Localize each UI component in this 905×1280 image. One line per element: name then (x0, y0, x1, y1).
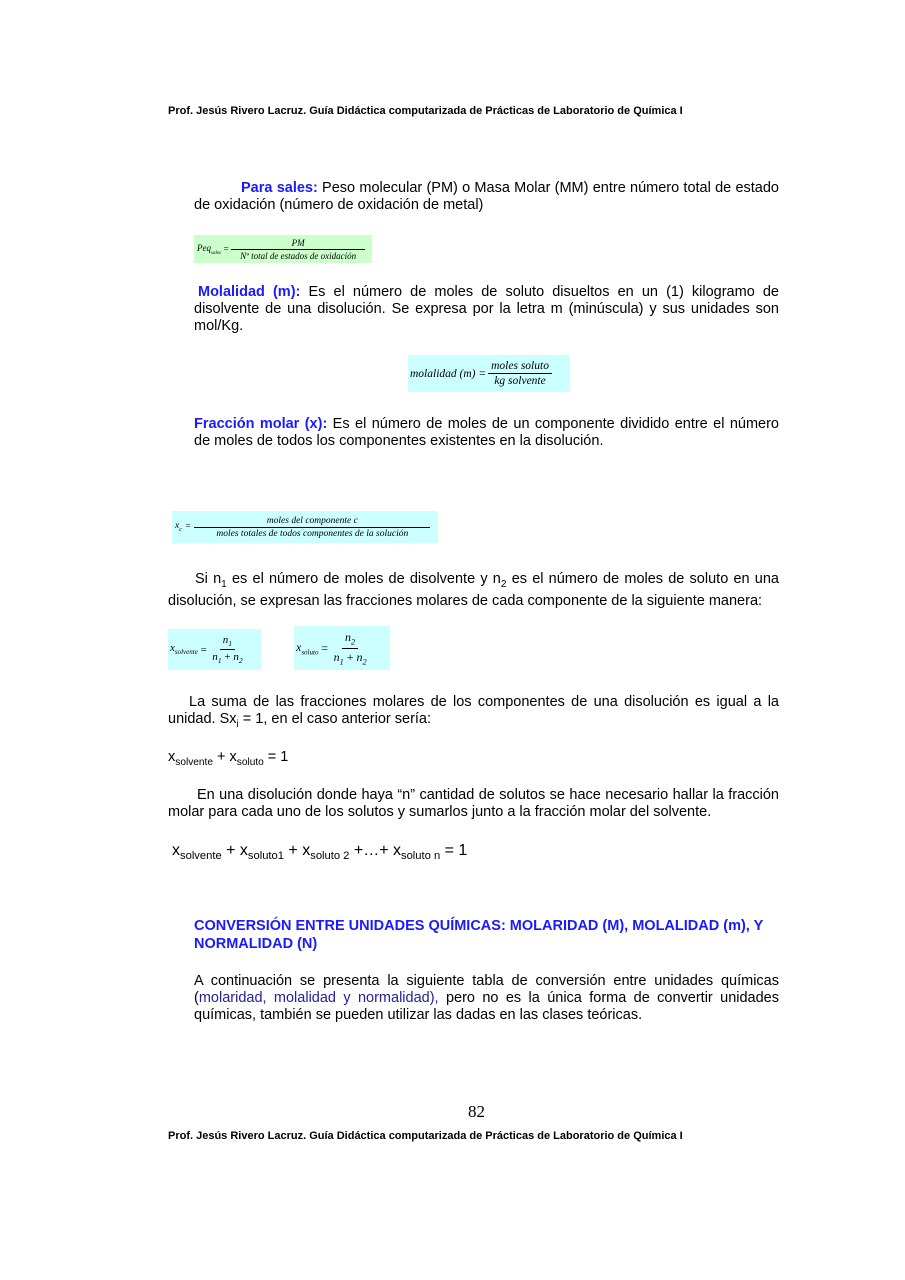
page-number: 82 (468, 1102, 485, 1121)
sales-paragraph (194, 180, 779, 214)
si-paragraph: Si $n_1$ es el número de moles de disolvente y $n_2$ es el número de moles de soluto en una disolución, se expresan las fracciones molares de cada componente de la siguiente manera: (168, 571, 779, 609)
equation-molalidad: molalidad (m) = $\frac{\text{moles soluto}}{\text{kg solvente}}$ (408, 355, 570, 392)
equation-x-solvente: $x_{solvente}$ = $\frac{n_1}{n_1 + n_2}$ (168, 629, 261, 670)
suma-paragraph: La suma de las fracciones molares de los componentes de una disolución es igual a la unidad. $Sx_i = 1$, en el caso anterior sería: (168, 694, 779, 730)
fraccion-label: Fracción molar (x): (194, 416, 328, 432)
fraccion-paragraph (194, 416, 779, 450)
page-header: Prof. Jesús Rivero Lacruz. Guía Didáctica computarizada de Prácticas de Laboratorio de Química I (168, 105, 683, 117)
equation-x-soluto: $x_{soluto}$ = $\frac{n_2}{n_1 + n_2}$ (294, 626, 390, 670)
sales-text: Peso molecular (PM) o Masa Molar (MM) entre número total de estado de oxidación (número de oxidación de metal) (194, 180, 779, 213)
equation-fraccion-molar: $x_c$ = $\frac{\text{moles del componente c}}{\text{moles totales de todos componentes de la solución}}$ (172, 511, 438, 543)
sum-equation-general: $x_{solvente} + x_{soluto1} + x_{soluto 2}$ +…+ $x_{soluto n} = 1$ (172, 842, 468, 863)
eq-fraction: $\frac{PM}{\text{Nº total de estados de oxidación}}$ (231, 238, 365, 261)
molalidad-paragraph (194, 284, 779, 335)
page-footer: Prof. Jesús Rivero Lacruz. Guía Didáctica computarizada de Prácticas de Laboratorio de Química I (168, 1130, 683, 1142)
equation-peq-sales: Peq$_{sales}$ = $\frac{PM}{\text{Nº total de estados de oxidación}}$ (194, 235, 372, 263)
molalidad-text: Es el número de moles de soluto disueltos en un (1) kilogramo de disolvente de una disolución. Se expresa por la letra m (minúscula) y sus unidades son mol/Kg. (194, 284, 779, 334)
eq-lhs: Peq$_{sales}$ (197, 242, 221, 256)
conversion-paragraph: A continuación se presenta la siguiente tabla de conversión entre unidades químicas (molaridad, molalidad y normalidad), pero no es la única forma de convertir unidades químicas, también se pueden utilizar las dadas en las clases teóricas. (194, 973, 779, 1023)
molalidad-label: Molalidad (m): (198, 284, 301, 300)
sales-label: Para sales: (241, 180, 318, 196)
fraccion-text: Es el número de moles de un componente dividido entre el número de moles de todos los componentes existentes en la disolución. (194, 416, 779, 449)
conversion-heading: CONVERSIÓN ENTRE UNIDADES QUÍMICAS: MOLARIDAD (M), MOLALIDAD (m), Y NORMALIDAD (N) (194, 918, 763, 952)
n-solutos-paragraph: En una disolución donde haya “n” cantidad de solutos se hace necesario hallar la fracción molar para cada uno de los solutos y sumarlos junto a la fracción molar del solvente. (168, 787, 779, 820)
sum-equation-simple: $x_{solvente} + x_{soluto} = 1$ (168, 749, 289, 768)
